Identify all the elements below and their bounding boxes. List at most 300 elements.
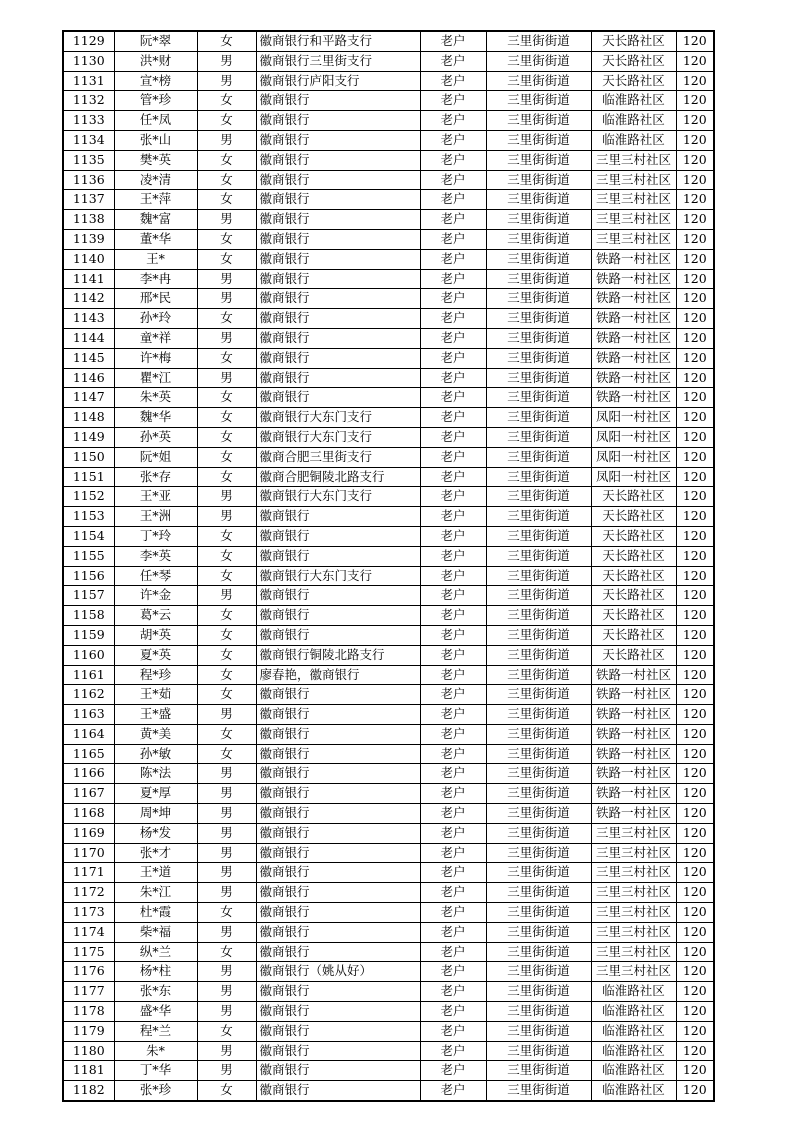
cell-gender: 女 <box>197 249 256 269</box>
cell-community: 天长路社区 <box>591 51 676 71</box>
cell-street: 三里街街道 <box>486 843 591 863</box>
cell-serial-number: 1134 <box>63 130 114 150</box>
cell-community: 天长路社区 <box>591 546 676 566</box>
cell-serial-number: 1177 <box>63 982 114 1002</box>
cell-serial-number: 1176 <box>63 962 114 982</box>
cell-gender: 女 <box>197 1081 256 1101</box>
cell-serial-number: 1163 <box>63 705 114 725</box>
cell-serial-number: 1173 <box>63 903 114 923</box>
cell-name: 柴*福 <box>114 922 197 942</box>
cell-name: 陈*法 <box>114 764 197 784</box>
cell-amount: 120 <box>676 1021 714 1041</box>
cell-street: 三里街街道 <box>486 91 591 111</box>
cell-street: 三里街街道 <box>486 150 591 170</box>
cell-gender: 女 <box>197 625 256 645</box>
cell-community: 临淮路社区 <box>591 130 676 150</box>
cell-household-type: 老户 <box>420 764 486 784</box>
cell-bank: 徽商银行 <box>256 784 420 804</box>
cell-amount: 120 <box>676 348 714 368</box>
cell-name: 童*祥 <box>114 328 197 348</box>
cell-household-type: 老户 <box>420 1021 486 1041</box>
cell-serial-number: 1129 <box>63 31 114 51</box>
cell-amount: 120 <box>676 724 714 744</box>
cell-bank: 徽商银行 <box>256 1081 420 1101</box>
cell-amount: 120 <box>676 289 714 309</box>
cell-gender: 男 <box>197 1002 256 1022</box>
cell-serial-number: 1175 <box>63 942 114 962</box>
cell-community: 铁路一村社区 <box>591 309 676 329</box>
cell-bank: 徽商银行大东门支行 <box>256 427 420 447</box>
cell-street: 三里街街道 <box>486 408 591 428</box>
cell-amount: 120 <box>676 744 714 764</box>
cell-street: 三里街街道 <box>486 1081 591 1101</box>
cell-street: 三里街街道 <box>486 507 591 527</box>
cell-bank: 徽商银行 <box>256 190 420 210</box>
cell-gender: 女 <box>197 526 256 546</box>
cell-gender: 女 <box>197 229 256 249</box>
cell-bank: 徽商银行 <box>256 606 420 626</box>
cell-gender: 男 <box>197 269 256 289</box>
cell-name: 李*英 <box>114 546 197 566</box>
cell-serial-number: 1168 <box>63 804 114 824</box>
cell-amount: 120 <box>676 388 714 408</box>
table-row <box>63 922 714 942</box>
cell-household-type: 老户 <box>420 962 486 982</box>
cell-street: 三里街街道 <box>486 130 591 150</box>
table-row <box>63 447 714 467</box>
table-row <box>63 546 714 566</box>
cell-bank: 廖春艳，徽商银行 <box>256 665 420 685</box>
cell-community: 铁路一村社区 <box>591 289 676 309</box>
cell-community: 天长路社区 <box>591 487 676 507</box>
cell-street: 三里街街道 <box>486 784 591 804</box>
table-row <box>63 962 714 982</box>
cell-serial-number: 1165 <box>63 744 114 764</box>
cell-serial-number: 1141 <box>63 269 114 289</box>
table-row <box>63 51 714 71</box>
cell-amount: 120 <box>676 903 714 923</box>
cell-street: 三里街街道 <box>486 566 591 586</box>
cell-community: 天长路社区 <box>591 625 676 645</box>
cell-community: 三里三村社区 <box>591 190 676 210</box>
cell-street: 三里街街道 <box>486 427 591 447</box>
cell-serial-number: 1178 <box>63 1002 114 1022</box>
cell-amount: 120 <box>676 1002 714 1022</box>
cell-gender: 男 <box>197 71 256 91</box>
cell-serial-number: 1153 <box>63 507 114 527</box>
cell-bank: 徽商银行大东门支行 <box>256 408 420 428</box>
cell-household-type: 老户 <box>420 606 486 626</box>
cell-serial-number: 1138 <box>63 210 114 230</box>
cell-name: 李*冉 <box>114 269 197 289</box>
cell-community: 天长路社区 <box>591 526 676 546</box>
table-row <box>63 744 714 764</box>
cell-serial-number: 1179 <box>63 1021 114 1041</box>
cell-community: 铁路一村社区 <box>591 348 676 368</box>
cell-community: 三里三村社区 <box>591 150 676 170</box>
cell-name: 王*洲 <box>114 507 197 527</box>
cell-gender: 女 <box>197 170 256 190</box>
cell-household-type: 老户 <box>420 1002 486 1022</box>
cell-name: 程*兰 <box>114 1021 197 1041</box>
cell-household-type: 老户 <box>420 31 486 51</box>
cell-household-type: 老户 <box>420 705 486 725</box>
cell-name: 任*凤 <box>114 111 197 131</box>
table-row <box>63 507 714 527</box>
cell-name: 王*盛 <box>114 705 197 725</box>
cell-amount: 120 <box>676 625 714 645</box>
cell-name: 洪*财 <box>114 51 197 71</box>
cell-serial-number: 1143 <box>63 309 114 329</box>
cell-name: 魏*富 <box>114 210 197 230</box>
table-body <box>63 31 714 1101</box>
cell-gender: 男 <box>197 289 256 309</box>
cell-amount: 120 <box>676 863 714 883</box>
cell-bank: 徽商银行 <box>256 1061 420 1081</box>
cell-household-type: 老户 <box>420 665 486 685</box>
cell-community: 铁路一村社区 <box>591 269 676 289</box>
cell-bank: 徽商银行铜陵北路支行 <box>256 645 420 665</box>
cell-gender: 女 <box>197 467 256 487</box>
cell-amount: 120 <box>676 249 714 269</box>
cell-gender: 女 <box>197 150 256 170</box>
table-row <box>63 804 714 824</box>
cell-serial-number: 1135 <box>63 150 114 170</box>
cell-amount: 120 <box>676 566 714 586</box>
cell-name: 张*东 <box>114 982 197 1002</box>
cell-amount: 120 <box>676 229 714 249</box>
cell-community: 铁路一村社区 <box>591 724 676 744</box>
cell-amount: 120 <box>676 685 714 705</box>
cell-household-type: 老户 <box>420 546 486 566</box>
table-row <box>63 863 714 883</box>
cell-household-type: 老户 <box>420 685 486 705</box>
cell-community: 三里三村社区 <box>591 922 676 942</box>
cell-household-type: 老户 <box>420 625 486 645</box>
cell-amount: 120 <box>676 606 714 626</box>
table-row <box>63 843 714 863</box>
table-row <box>63 111 714 131</box>
table-row <box>63 784 714 804</box>
cell-bank: 徽商银行 <box>256 1041 420 1061</box>
cell-street: 三里街街道 <box>486 309 591 329</box>
cell-community: 铁路一村社区 <box>591 249 676 269</box>
table-row <box>63 1061 714 1081</box>
cell-bank: 徽商银行 <box>256 91 420 111</box>
cell-community: 铁路一村社区 <box>591 685 676 705</box>
cell-amount: 120 <box>676 1041 714 1061</box>
table-row <box>63 210 714 230</box>
cell-household-type: 老户 <box>420 586 486 606</box>
cell-gender: 男 <box>197 705 256 725</box>
cell-name: 邢*民 <box>114 289 197 309</box>
table-row <box>63 348 714 368</box>
cell-street: 三里街街道 <box>486 823 591 843</box>
cell-name: 纵*兰 <box>114 942 197 962</box>
table-row <box>63 91 714 111</box>
cell-bank: 徽商银行 <box>256 328 420 348</box>
table-row <box>63 190 714 210</box>
cell-gender: 男 <box>197 982 256 1002</box>
cell-gender: 男 <box>197 586 256 606</box>
cell-amount: 120 <box>676 804 714 824</box>
cell-gender: 女 <box>197 665 256 685</box>
cell-bank: 徽商银行 <box>256 724 420 744</box>
cell-serial-number: 1174 <box>63 922 114 942</box>
beneficiary-roster-table <box>62 30 715 1102</box>
cell-amount: 120 <box>676 665 714 685</box>
cell-bank: 徽商银行 <box>256 843 420 863</box>
cell-name: 张*才 <box>114 843 197 863</box>
cell-gender: 男 <box>197 210 256 230</box>
cell-name: 杨*柱 <box>114 962 197 982</box>
cell-serial-number: 1131 <box>63 71 114 91</box>
cell-street: 三里街街道 <box>486 447 591 467</box>
cell-community: 三里三村社区 <box>591 942 676 962</box>
cell-community: 三里三村社区 <box>591 210 676 230</box>
cell-household-type: 老户 <box>420 784 486 804</box>
cell-name: 张*山 <box>114 130 197 150</box>
cell-gender: 男 <box>197 863 256 883</box>
cell-community: 铁路一村社区 <box>591 388 676 408</box>
cell-amount: 120 <box>676 427 714 447</box>
table-row <box>63 1041 714 1061</box>
cell-serial-number: 1142 <box>63 289 114 309</box>
cell-gender: 男 <box>197 368 256 388</box>
cell-street: 三里街街道 <box>486 269 591 289</box>
cell-street: 三里街街道 <box>486 210 591 230</box>
cell-serial-number: 1166 <box>63 764 114 784</box>
table-row <box>63 645 714 665</box>
table-row <box>63 823 714 843</box>
cell-amount: 120 <box>676 487 714 507</box>
cell-name: 任*琴 <box>114 566 197 586</box>
cell-amount: 120 <box>676 526 714 546</box>
cell-amount: 120 <box>676 269 714 289</box>
cell-name: 阮*姐 <box>114 447 197 467</box>
cell-serial-number: 1151 <box>63 467 114 487</box>
cell-amount: 120 <box>676 71 714 91</box>
cell-community: 凤阳一村社区 <box>591 447 676 467</box>
cell-name: 盛*华 <box>114 1002 197 1022</box>
cell-serial-number: 1159 <box>63 625 114 645</box>
cell-bank: 徽商银行 <box>256 150 420 170</box>
cell-community: 三里三村社区 <box>591 843 676 863</box>
cell-name: 管*珍 <box>114 91 197 111</box>
cell-bank: 徽商银行 <box>256 348 420 368</box>
table-row <box>63 31 714 51</box>
cell-street: 三里街街道 <box>486 982 591 1002</box>
cell-bank: 徽商银行 <box>256 764 420 784</box>
cell-street: 三里街街道 <box>486 883 591 903</box>
cell-bank: 徽商银行 <box>256 942 420 962</box>
cell-name: 王*道 <box>114 863 197 883</box>
table-row <box>63 427 714 447</box>
table-row <box>63 408 714 428</box>
cell-gender: 女 <box>197 546 256 566</box>
cell-household-type: 老户 <box>420 507 486 527</box>
cell-street: 三里街街道 <box>486 804 591 824</box>
cell-bank: 徽商银行三里街支行 <box>256 51 420 71</box>
cell-community: 三里三村社区 <box>591 170 676 190</box>
cell-amount: 120 <box>676 645 714 665</box>
cell-name: 朱*英 <box>114 388 197 408</box>
cell-bank: 徽商银行 <box>256 922 420 942</box>
cell-gender: 男 <box>197 823 256 843</box>
cell-household-type: 老户 <box>420 922 486 942</box>
cell-serial-number: 1160 <box>63 645 114 665</box>
cell-serial-number: 1181 <box>63 1061 114 1081</box>
table-row <box>63 170 714 190</box>
cell-bank: 徽商银行 <box>256 507 420 527</box>
cell-street: 三里街街道 <box>486 922 591 942</box>
cell-community: 铁路一村社区 <box>591 368 676 388</box>
cell-serial-number: 1171 <box>63 863 114 883</box>
cell-name: 胡*英 <box>114 625 197 645</box>
cell-household-type: 老户 <box>420 863 486 883</box>
cell-amount: 120 <box>676 328 714 348</box>
cell-gender: 男 <box>197 328 256 348</box>
cell-name: 宣*榜 <box>114 71 197 91</box>
cell-bank: 徽商银行 <box>256 130 420 150</box>
cell-household-type: 老户 <box>420 368 486 388</box>
cell-household-type: 老户 <box>420 210 486 230</box>
cell-gender: 女 <box>197 724 256 744</box>
cell-household-type: 老户 <box>420 229 486 249</box>
cell-gender: 男 <box>197 507 256 527</box>
cell-household-type: 老户 <box>420 388 486 408</box>
cell-street: 三里街街道 <box>486 487 591 507</box>
cell-bank: 徽商合肥三里街支行 <box>256 447 420 467</box>
cell-street: 三里街街道 <box>486 249 591 269</box>
cell-household-type: 老户 <box>420 289 486 309</box>
cell-amount: 120 <box>676 309 714 329</box>
cell-amount: 120 <box>676 586 714 606</box>
cell-amount: 120 <box>676 467 714 487</box>
cell-household-type: 老户 <box>420 566 486 586</box>
cell-name: 杨*发 <box>114 823 197 843</box>
cell-household-type: 老户 <box>420 526 486 546</box>
table-row <box>63 368 714 388</box>
cell-bank: 徽商银行 <box>256 863 420 883</box>
cell-gender: 女 <box>197 645 256 665</box>
cell-serial-number: 1139 <box>63 229 114 249</box>
cell-household-type: 老户 <box>420 903 486 923</box>
table-row <box>63 665 714 685</box>
cell-street: 三里街街道 <box>486 526 591 546</box>
table-row <box>63 309 714 329</box>
cell-community: 铁路一村社区 <box>591 665 676 685</box>
table-row <box>63 625 714 645</box>
cell-name: 杜*霞 <box>114 903 197 923</box>
table-row <box>63 229 714 249</box>
cell-street: 三里街街道 <box>486 724 591 744</box>
cell-gender: 女 <box>197 388 256 408</box>
cell-serial-number: 1152 <box>63 487 114 507</box>
cell-serial-number: 1182 <box>63 1081 114 1101</box>
cell-amount: 120 <box>676 51 714 71</box>
cell-amount: 120 <box>676 942 714 962</box>
cell-serial-number: 1130 <box>63 51 114 71</box>
cell-gender: 男 <box>197 51 256 71</box>
cell-serial-number: 1132 <box>63 91 114 111</box>
cell-household-type: 老户 <box>420 942 486 962</box>
cell-name: 孙*敏 <box>114 744 197 764</box>
cell-bank: 徽商银行 <box>256 625 420 645</box>
cell-bank: 徽商银行 <box>256 586 420 606</box>
cell-household-type: 老户 <box>420 328 486 348</box>
cell-name: 瞿*江 <box>114 368 197 388</box>
cell-gender: 男 <box>197 130 256 150</box>
cell-bank: 徽商银行 <box>256 229 420 249</box>
cell-bank: 徽商银行 <box>256 903 420 923</box>
cell-community: 铁路一村社区 <box>591 784 676 804</box>
cell-bank: 徽商银行 <box>256 388 420 408</box>
cell-household-type: 老户 <box>420 823 486 843</box>
cell-name: 朱*江 <box>114 883 197 903</box>
cell-household-type: 老户 <box>420 150 486 170</box>
cell-serial-number: 1146 <box>63 368 114 388</box>
cell-amount: 120 <box>676 823 714 843</box>
cell-street: 三里街街道 <box>486 1002 591 1022</box>
cell-community: 天长路社区 <box>591 71 676 91</box>
cell-amount: 120 <box>676 883 714 903</box>
cell-community: 铁路一村社区 <box>591 744 676 764</box>
cell-gender: 男 <box>197 784 256 804</box>
cell-amount: 120 <box>676 843 714 863</box>
cell-household-type: 老户 <box>420 804 486 824</box>
cell-bank: 徽商银行 <box>256 1021 420 1041</box>
cell-street: 三里街街道 <box>486 863 591 883</box>
cell-name: 朱* <box>114 1041 197 1061</box>
table-row <box>63 388 714 408</box>
cell-street: 三里街街道 <box>486 289 591 309</box>
cell-street: 三里街街道 <box>486 328 591 348</box>
cell-amount: 120 <box>676 922 714 942</box>
cell-household-type: 老户 <box>420 645 486 665</box>
cell-name: 孙*玲 <box>114 309 197 329</box>
cell-serial-number: 1137 <box>63 190 114 210</box>
cell-name: 王*亚 <box>114 487 197 507</box>
cell-name: 魏*华 <box>114 408 197 428</box>
cell-street: 三里街街道 <box>486 606 591 626</box>
cell-name: 丁*华 <box>114 1061 197 1081</box>
cell-community: 铁路一村社区 <box>591 764 676 784</box>
cell-community: 凤阳一村社区 <box>591 427 676 447</box>
cell-household-type: 老户 <box>420 1081 486 1101</box>
cell-household-type: 老户 <box>420 111 486 131</box>
cell-bank: 徽商银行 <box>256 309 420 329</box>
cell-street: 三里街街道 <box>486 586 591 606</box>
cell-gender: 男 <box>197 922 256 942</box>
cell-community: 天长路社区 <box>591 606 676 626</box>
cell-household-type: 老户 <box>420 190 486 210</box>
cell-household-type: 老户 <box>420 249 486 269</box>
cell-serial-number: 1164 <box>63 724 114 744</box>
cell-street: 三里街街道 <box>486 625 591 645</box>
cell-serial-number: 1140 <box>63 249 114 269</box>
cell-name: 许*金 <box>114 586 197 606</box>
cell-serial-number: 1157 <box>63 586 114 606</box>
cell-amount: 120 <box>676 1061 714 1081</box>
cell-amount: 120 <box>676 546 714 566</box>
cell-serial-number: 1155 <box>63 546 114 566</box>
table-row <box>63 586 714 606</box>
cell-household-type: 老户 <box>420 467 486 487</box>
cell-serial-number: 1133 <box>63 111 114 131</box>
cell-gender: 女 <box>197 111 256 131</box>
cell-name: 孙*英 <box>114 427 197 447</box>
